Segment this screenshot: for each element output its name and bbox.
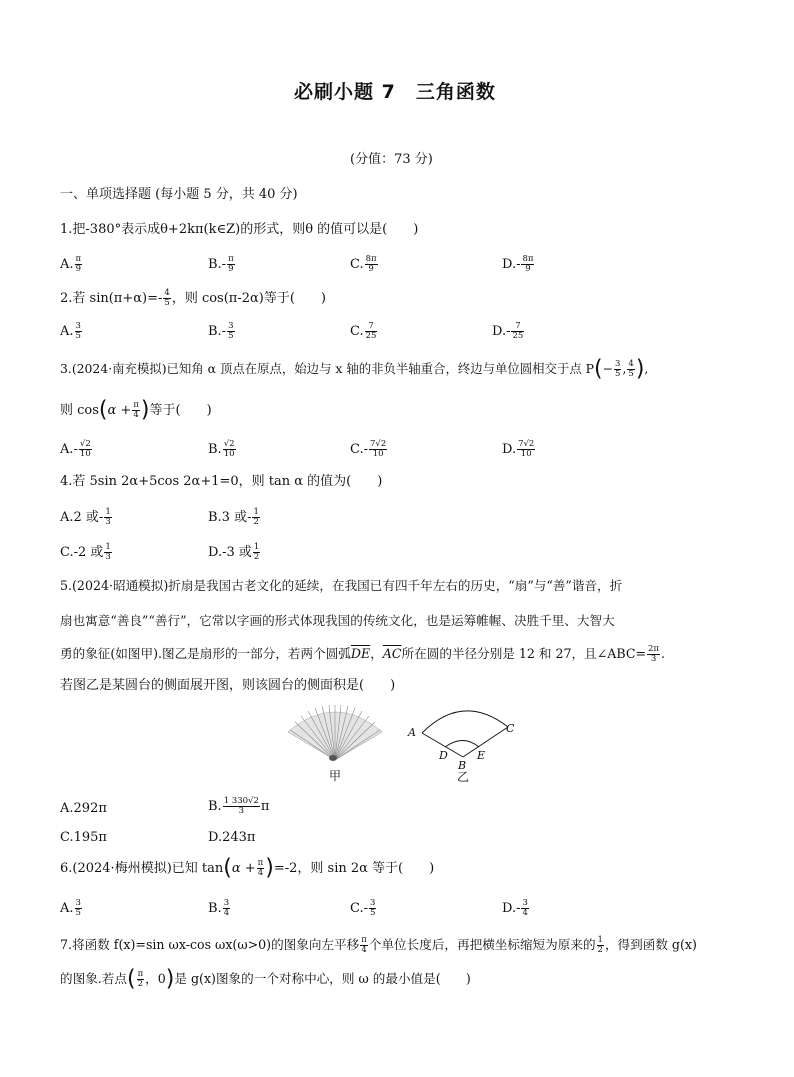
question-1-stem: 1.把-380°表示成θ+2kπ(k∈Z)的形式，则θ 的值可以是( ) — [60, 222, 419, 237]
question-5-line-1: 5.(2024·昭通模拟)折扇是我国古老文化的延续，在我国已有四千年左右的历史，“扇”与“善”谐音，折 — [60, 578, 623, 593]
point-c-label: C — [506, 722, 515, 735]
point-e-label: E — [477, 749, 486, 762]
q2-option-a[interactable]: A. $\frac{3}{5}$ — [60, 321, 81, 341]
question-5-line-4: 若图乙是某圆台的侧面展开图，则该圆台的侧面积是( ) — [60, 678, 396, 693]
q4-option-d[interactable]: D.-3 或 $\frac{1}{2}$ — [208, 542, 260, 562]
q4-option-c[interactable]: C.-2 或 $\frac{1}{3}$ — [60, 542, 111, 562]
q6-option-c[interactable]: C.- $\frac{3}{5}$ — [350, 898, 376, 918]
q1-option-b[interactable]: B.- $\frac{\pi}{9}$ — [208, 254, 234, 274]
q3-option-a[interactable]: A.- $\frac{√2}{10}$ — [60, 439, 91, 459]
q6-option-b[interactable]: B. $\frac{3}{4}$ — [208, 898, 230, 918]
question-3-stem-2: 则 cos(α + $\frac{\pi}{4}$ )等于( ) — [60, 397, 212, 423]
q3-option-c[interactable]: C.- $\frac{7√2}{10}$ — [350, 439, 387, 459]
q2-option-c[interactable]: C. $\frac{7}{25}$ — [350, 321, 377, 341]
question-5-line-2: 扇也寓意“善良”“善行”，它常以字画的形式体现我国的传统文化，也是运筹帷幄、决胜千里、大智大 — [60, 613, 615, 628]
question-6-stem: 6.(2024·梅州模拟)已知 tan(α + $\frac{\pi}{4}$ )=-2，则 sin 2α 等于( ) — [60, 855, 435, 881]
q3-option-b[interactable]: B. $\frac{√2}{10}$ — [208, 439, 235, 459]
q3-option-d[interactable]: D. $\frac{7√2}{10}$ — [502, 439, 535, 459]
q2-option-d[interactable]: D.- $\frac{7}{25}$ — [492, 321, 524, 341]
question-3-stem: 3.(2024·南充模拟)已知角 α 顶点在原点，始边与 x 轴的非负半轴重合，终边与单位圆相交于点 P(− $\frac{3}{5}$ , $\frac{4}{5}$ ), — [60, 356, 649, 382]
q1-option-c[interactable]: C. $\frac{8\pi}{9}$ — [350, 254, 377, 274]
q5-option-a[interactable]: A.292π — [60, 801, 107, 816]
q5-option-d[interactable]: D.243π — [208, 830, 256, 845]
point-b-label: B — [458, 759, 467, 772]
question-7-line-2: 的图象.若点( $\frac{\pi}{2}$ ，0)是 g(x)图象的一个对称中心，则 ω 的最小值是( ) — [60, 966, 471, 992]
q5-option-c[interactable]: C.195π — [60, 830, 107, 845]
page-title: 必刷小题 7 三角函数 — [294, 81, 496, 103]
q4-option-b[interactable]: B.3 或- $\frac{1}{2}$ — [208, 507, 259, 527]
question-2-stem: 2.若 sin(π+α)=- $\frac{4}{5}$ ，则 cos(π-2α)等于( ) — [60, 288, 326, 308]
question-4-stem: 4.若 5sin 2α+5cos 2α+1=0，则 tan α 的值为( ) — [60, 474, 383, 489]
question-7-line-1: 7.将函数 f(x)=sin ωx-cos ωx(ω>0)的图象向左平移 $\frac{\pi}{4}$ 个单位长度后，再把横坐标缩短为原来的 $\frac{1}{2}$ ，得到函数 g(x) — [60, 935, 697, 955]
figure-label-jia: 甲 — [329, 769, 342, 783]
point-d-label: D — [439, 749, 448, 762]
q6-option-a[interactable]: A. $\frac{3}{5}$ — [60, 898, 81, 918]
q1-option-d[interactable]: D.- $\frac{8\pi}{9}$ — [502, 254, 534, 274]
point-a-label: A — [408, 726, 416, 739]
figure-label-yi: 乙 — [457, 770, 470, 784]
q2-option-b[interactable]: B.- $\frac{3}{5}$ — [208, 321, 234, 341]
q6-option-d[interactable]: D.- $\frac{3}{4}$ — [502, 898, 528, 918]
q4-option-a[interactable]: A.2 或- $\frac{1}{3}$ — [60, 507, 111, 527]
question-5-line-3: 勇的象征(如图甲).图乙是扇形的一部分，若两个圆弧$\overline{DE}$，$\overline{AC}$所在圆的半径分别是 12 和 27，且∠ABC= $\frac{2\pi}{3}$ . — [60, 644, 666, 664]
q1-option-a[interactable]: A. $\frac{\pi}{9}$ — [60, 254, 82, 274]
q5-option-b[interactable]: B. $\frac{1 330√2}{3}$ π — [208, 796, 270, 816]
section-heading: 一、单项选择题 (每小题 5 分，共 40 分) — [60, 187, 298, 202]
score-info: (分值：73 分) — [350, 152, 433, 167]
